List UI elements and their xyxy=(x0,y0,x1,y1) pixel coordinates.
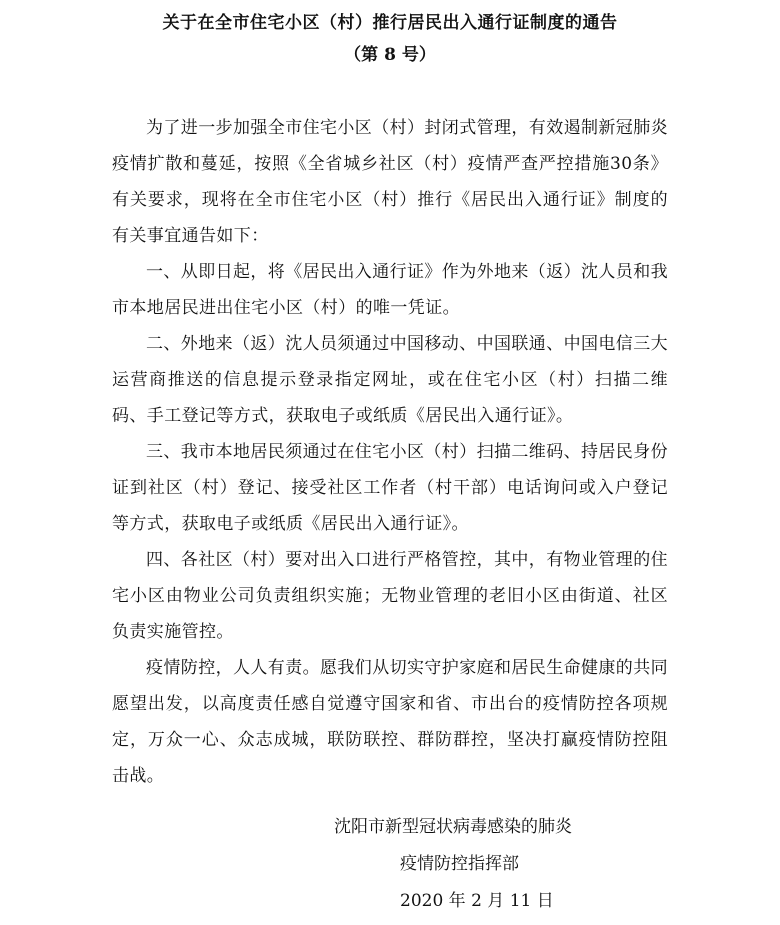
signature-org-line1: 沈阳市新型冠状病毒感染的肺炎 xyxy=(334,817,572,837)
document-body xyxy=(112,110,668,794)
document-title: 关于在全市住宅小区（村）推行居民出入通行证制度的通告 xyxy=(162,13,618,33)
paragraph-item-2: 二、外地来（返）沈人员须通过中国移动、中国联通、中国电信三大运营商推送的信息提示登录指定网址，或在住宅小区（村）扫描二维码、手工登记等方式，获取电子或纸质《居民出入通行证》。 xyxy=(112,334,668,426)
document-number: （第 8 号） xyxy=(344,45,436,65)
paragraph-item-3: 三、我市本地居民须通过在住宅小区（村）扫描二维码、持居民身份证到社区（村）登记、接受社区工作者（村干部）电话询问或入户登记等方式，获取电子或纸质《居民出入通行证》。 xyxy=(112,442,668,534)
paragraph-item-1: 一、从即日起，将《居民出入通行证》作为外地来（返）沈人员和我市本地居民进出住宅小区（村）的唯一凭证。 xyxy=(112,262,668,318)
paragraph-item-4: 四、各社区（村）要对出入口进行严格管控，其中，有物业管理的住宅小区由物业公司负责组织实施；无物业管理的老旧小区由街道、社区负责实施管控。 xyxy=(112,550,668,642)
paragraph-closing: 疫情防控，人人有责。愿我们从切实守护家庭和居民生命健康的共同愿望出发，以高度责任感自觉遵守国家和省、市出台的疫情防控各项规定，万众一心、众志成城，联防联控、群防群控，坚决打赢疫情防控阻击战。 xyxy=(112,658,668,786)
signature-date: 2020 年 2 月 11 日 xyxy=(400,891,554,911)
signature-org-line2: 疫情防控指挥部 xyxy=(400,854,519,874)
paragraph-intro: 为了进一步加强全市住宅小区（村）封闭式管理，有效遏制新冠肺炎疫情扩散和蔓延，按照《全省城乡社区（村）疫情严查严控措施30条》有关要求，现将在全市住宅小区（村）推行《居民出入通行证》制度的有关事宜通告如下： xyxy=(112,118,668,246)
